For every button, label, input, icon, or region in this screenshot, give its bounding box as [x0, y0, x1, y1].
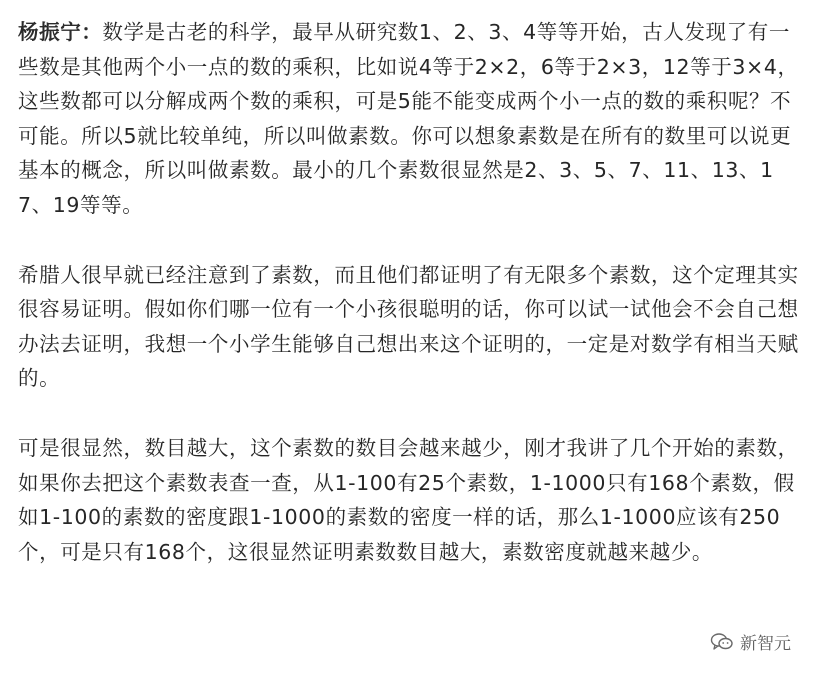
paragraph-2: 希腊人很早就已经注意到了素数，而且他们都证明了有无限多个素数，这个定理其实很容易证明。假如你们哪一位有一个小孩很聪明的话，你可以试一试他会不会自己想办法去证明，我想一个小学生能够自己想出来这个证明的，一定是对数学有相当天赋的。	[18, 262, 799, 391]
paragraph-1	[18, 15, 800, 223]
paragraph-1-text: 数学是古老的科学，最早从研究数1、2、3、4等等开始，古人发现了有一些数是其他两个小一点的数的乘积，比如说4等于2×2，6等于2×3，12等于3×4，这些数都可以分解成两个数的乘积，可是5能不能变成两个小一点的数的乘积呢？不可能。所以5就比较单纯，所以叫做素数。你可以想象素数是在所有的数里可以说更基本的概念，所以叫做素数。最小的几个素数很显然是2、3、5、7、11、13、17、19等等。	[18, 20, 799, 217]
source-watermark	[710, 629, 791, 654]
wechat-logo-icon	[710, 632, 734, 652]
article-body	[18, 15, 800, 569]
speaker-name: 杨振宁：	[18, 20, 103, 44]
paragraph-3: 可是很显然，数目越大，这个素数的数目会越来越少，刚才我讲了几个开始的素数，如果你去把这个素数表查一查，从1-100有25个素数，1-1000只有168个素数，假如1-100的素数的密度跟1-1000的素数的密度一样的话，那么1-1000应该有250个，可是只有168个，这很显然证明素数数目越大，素数密度就越来越少。	[18, 435, 799, 564]
watermark-label: 新智元	[740, 634, 791, 654]
